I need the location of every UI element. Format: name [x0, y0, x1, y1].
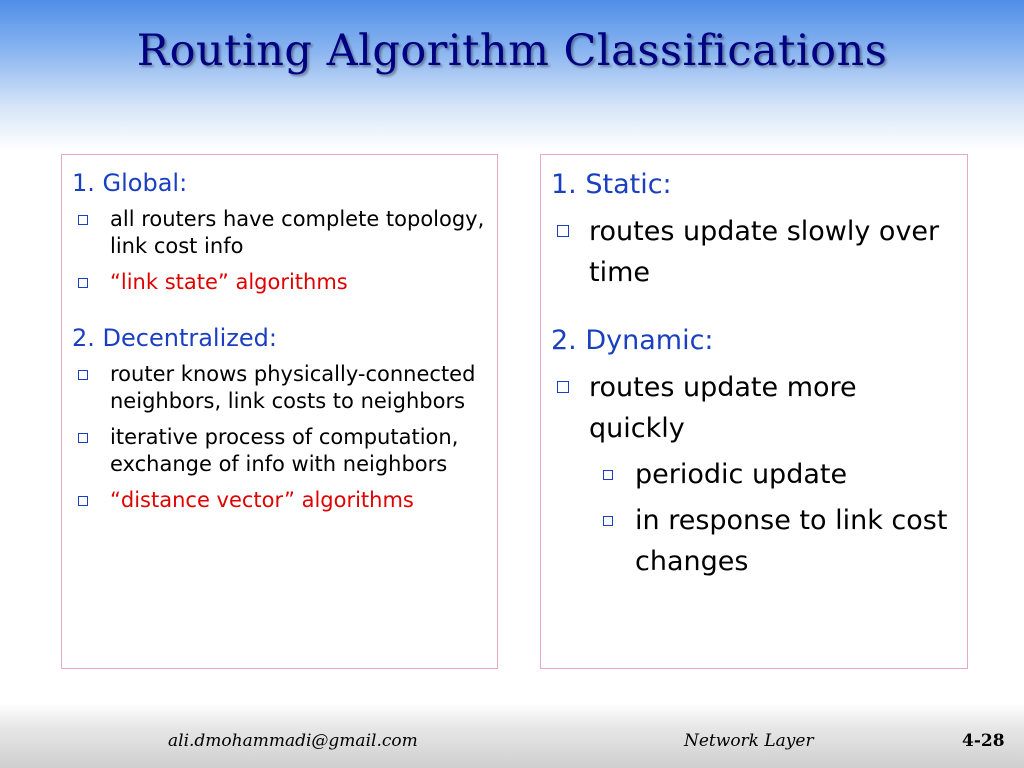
square-bullet-icon	[557, 225, 569, 237]
list-item	[551, 367, 957, 449]
list-item	[72, 269, 489, 296]
global-decentralized-box	[61, 154, 498, 669]
dynamic-heading: 2. Dynamic:	[551, 325, 714, 356]
bullet-text: “link state” algorithms	[110, 270, 348, 294]
footer-band	[0, 703, 1024, 768]
list-item	[72, 424, 489, 478]
page-number: 4-28	[962, 731, 1005, 751]
list-item	[72, 361, 489, 415]
static-dynamic-box	[540, 154, 968, 669]
bullet-text: routes update slowly over time	[589, 216, 940, 288]
bullet-text: routes update more quickly	[589, 372, 857, 444]
slide-title: Routing Algorithm Classifications	[136, 26, 888, 76]
footer-email: ali.dmohammadi@gmail.com	[168, 731, 418, 751]
sub-list-item	[597, 454, 957, 495]
static-heading: 1. Static:	[551, 169, 672, 200]
square-bullet-icon	[603, 470, 613, 480]
bullet-text: iterative process of computation, exchange of info with neighbors	[110, 425, 459, 476]
square-bullet-icon	[603, 516, 613, 526]
sub-list-item	[597, 500, 957, 582]
square-bullet-icon	[78, 496, 88, 506]
square-bullet-icon	[78, 433, 88, 443]
square-bullet-icon	[78, 215, 88, 225]
global-heading: 1. Global:	[72, 169, 188, 197]
bullet-text: in response to link cost changes	[635, 505, 948, 577]
footer-topic: Network Layer	[684, 731, 814, 751]
list-item	[72, 206, 489, 260]
list-item	[72, 487, 489, 514]
bullet-text: router knows physically-connected neighbors, link costs to neighbors	[110, 362, 476, 413]
bullet-text: “distance vector” algorithms	[110, 488, 414, 512]
bullet-text: all routers have complete topology, link cost info	[110, 207, 485, 258]
square-bullet-icon	[78, 278, 88, 288]
list-item	[551, 211, 957, 293]
square-bullet-icon	[78, 370, 88, 380]
decentralized-heading: 2. Decentralized:	[72, 324, 277, 352]
bullet-text: periodic update	[635, 459, 848, 490]
square-bullet-icon	[557, 381, 569, 393]
